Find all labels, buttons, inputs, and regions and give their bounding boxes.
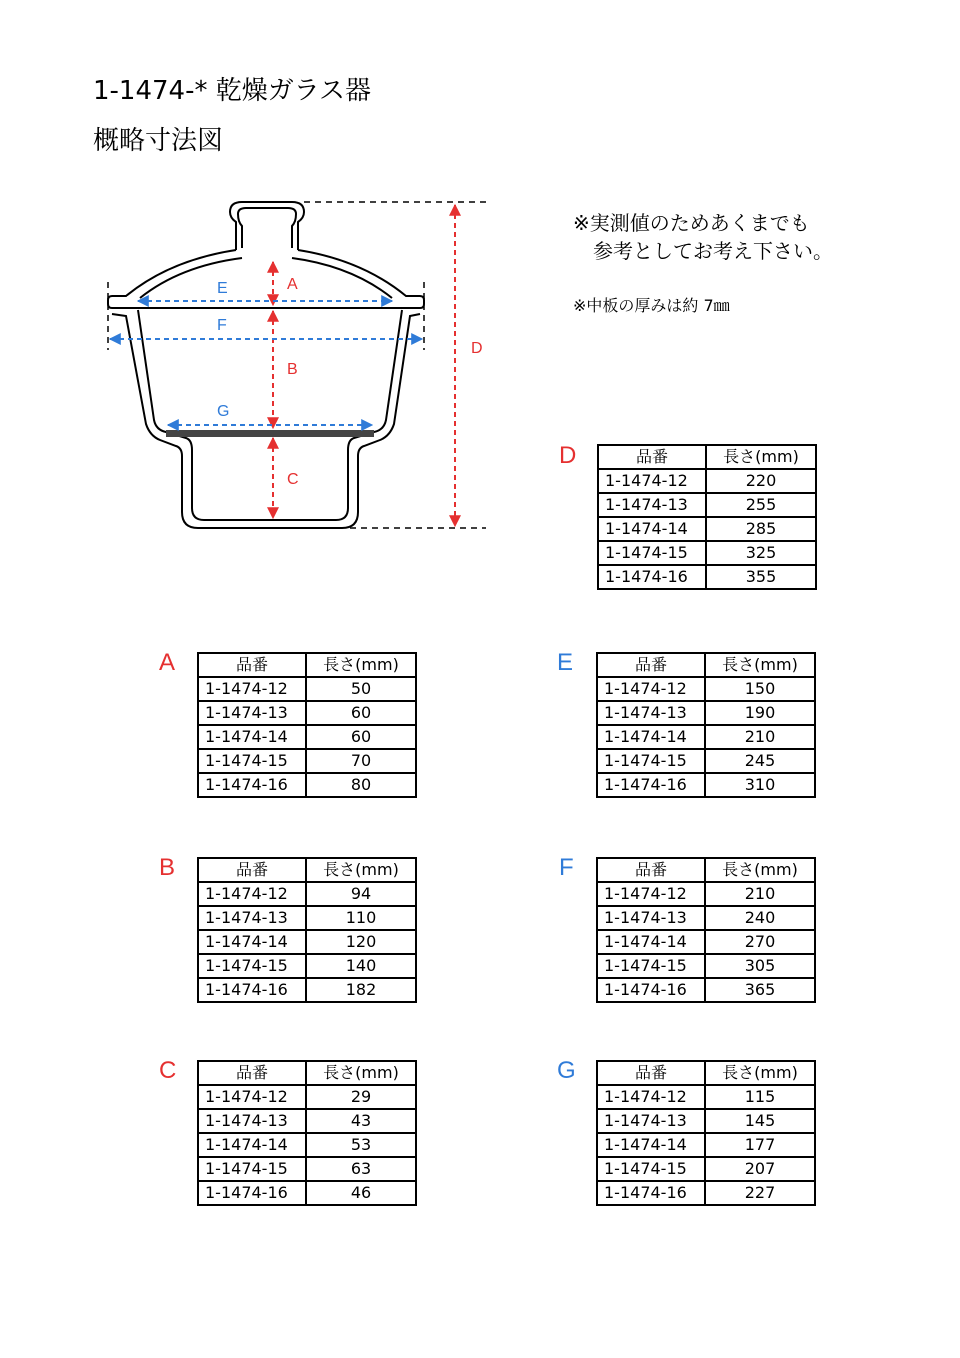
table-row <box>198 1109 416 1133</box>
table-row <box>598 469 816 493</box>
table-row <box>597 954 815 978</box>
table-g-label: G <box>557 1057 576 1084</box>
part-number: 1-1474-16 <box>198 1181 306 1205</box>
table-row <box>597 725 815 749</box>
part-number: 1-1474-15 <box>597 954 705 978</box>
table-row <box>597 978 815 1002</box>
header-part-number: 品番 <box>597 653 705 677</box>
length-value: 70 <box>306 749 416 773</box>
length-value: 285 <box>706 517 816 541</box>
part-number: 1-1474-14 <box>598 517 706 541</box>
part-number: 1-1474-13 <box>597 906 705 930</box>
header-length: 長さ(mm) <box>306 858 416 882</box>
part-number: 1-1474-12 <box>198 882 306 906</box>
length-value: 43 <box>306 1109 416 1133</box>
header-part-number: 品番 <box>198 858 306 882</box>
length-value: 120 <box>306 930 416 954</box>
length-value: 140 <box>306 954 416 978</box>
measurement-note-line-2: 参考としてお考え下さい。 <box>573 239 833 263</box>
header-part-number: 品番 <box>597 1061 705 1085</box>
table-f-label: F <box>559 854 574 881</box>
table-row <box>597 1181 815 1205</box>
table-g <box>596 1060 816 1206</box>
length-value: 245 <box>705 749 815 773</box>
table-e <box>596 652 816 798</box>
part-number: 1-1474-13 <box>597 1109 705 1133</box>
part-number: 1-1474-16 <box>198 978 306 1002</box>
length-value: 145 <box>705 1109 815 1133</box>
table-row <box>597 906 815 930</box>
table-c-label: C <box>159 1057 177 1084</box>
dimension-e-label: E <box>217 280 228 297</box>
part-number: 1-1474-12 <box>597 882 705 906</box>
length-value: 270 <box>705 930 815 954</box>
part-number: 1-1474-12 <box>198 1085 306 1109</box>
part-number: 1-1474-14 <box>198 930 306 954</box>
table-header <box>597 858 815 882</box>
table-row <box>198 882 416 906</box>
table-row <box>597 1085 815 1109</box>
part-number: 1-1474-14 <box>198 725 306 749</box>
lid-dome-inner <box>140 258 392 298</box>
table-row <box>198 978 416 1002</box>
length-value: 177 <box>705 1133 815 1157</box>
table-row <box>598 541 816 565</box>
length-value: 110 <box>306 906 416 930</box>
length-value: 29 <box>306 1085 416 1109</box>
desiccator-outline <box>108 202 424 528</box>
length-value: 325 <box>706 541 816 565</box>
plate-thickness-note: ※中板の厚みは約 7㎜ <box>573 296 730 315</box>
length-value: 210 <box>705 882 815 906</box>
length-value: 240 <box>705 906 815 930</box>
length-value: 80 <box>306 773 416 797</box>
header-length: 長さ(mm) <box>705 653 815 677</box>
part-number: 1-1474-16 <box>198 773 306 797</box>
part-number: 1-1474-13 <box>198 701 306 725</box>
length-value: 210 <box>705 725 815 749</box>
part-number: 1-1474-12 <box>198 677 306 701</box>
table-row <box>598 565 816 589</box>
header-length: 長さ(mm) <box>306 1061 416 1085</box>
table-row <box>198 1085 416 1109</box>
table-e-label: E <box>557 649 574 676</box>
dimension-f-label: F <box>217 317 227 334</box>
measurement-note-line-1: ※実測値のためあくまでも <box>573 211 810 235</box>
table-row <box>198 1133 416 1157</box>
table-row <box>198 906 416 930</box>
table-row <box>598 493 816 517</box>
part-number: 1-1474-16 <box>597 773 705 797</box>
part-number: 1-1474-15 <box>597 1157 705 1181</box>
part-number: 1-1474-16 <box>597 978 705 1002</box>
part-number: 1-1474-15 <box>598 541 706 565</box>
part-number: 1-1474-14 <box>597 930 705 954</box>
table-row <box>597 749 815 773</box>
table-row <box>198 954 416 978</box>
length-value: 207 <box>705 1157 815 1181</box>
part-number: 1-1474-15 <box>198 1157 306 1181</box>
table-f <box>596 857 816 1003</box>
table-header <box>597 1061 815 1085</box>
table-c <box>197 1060 417 1206</box>
length-value: 115 <box>705 1085 815 1109</box>
header-length: 長さ(mm) <box>706 445 816 469</box>
header-part-number: 品番 <box>598 445 706 469</box>
table-b <box>197 857 417 1003</box>
length-value: 60 <box>306 701 416 725</box>
table-row <box>598 517 816 541</box>
desiccator-plate <box>166 430 374 437</box>
part-number: 1-1474-12 <box>598 469 706 493</box>
part-number: 1-1474-13 <box>198 1109 306 1133</box>
bowl-inner <box>138 310 402 520</box>
length-value: 190 <box>705 701 815 725</box>
length-value: 220 <box>706 469 816 493</box>
length-value: 46 <box>306 1181 416 1205</box>
header-part-number: 品番 <box>198 653 306 677</box>
header-length: 長さ(mm) <box>705 858 815 882</box>
length-value: 50 <box>306 677 416 701</box>
part-number: 1-1474-13 <box>598 493 706 517</box>
dimension-a-label: A <box>287 276 298 293</box>
header-part-number: 品番 <box>198 1061 306 1085</box>
table-row <box>198 701 416 725</box>
part-number: 1-1474-16 <box>598 565 706 589</box>
table-row <box>597 882 815 906</box>
table-row <box>198 677 416 701</box>
table-b-label: B <box>159 854 176 881</box>
length-value: 227 <box>705 1181 815 1205</box>
length-value: 310 <box>705 773 815 797</box>
part-number: 1-1474-15 <box>597 749 705 773</box>
table-d-label: D <box>559 442 577 469</box>
table-row <box>198 930 416 954</box>
dimension-c-label: C <box>287 471 299 488</box>
table-row <box>198 773 416 797</box>
table-row <box>198 1157 416 1181</box>
table-header <box>198 653 416 677</box>
dimension-d-label: D <box>471 340 483 357</box>
part-number: 1-1474-12 <box>597 677 705 701</box>
part-number: 1-1474-14 <box>597 725 705 749</box>
part-number: 1-1474-15 <box>198 954 306 978</box>
page-title: 1-1474-* 乾燥ガラス器 <box>93 76 371 106</box>
length-value: 94 <box>306 882 416 906</box>
lid-knob-inner <box>238 208 296 248</box>
length-value: 355 <box>706 565 816 589</box>
table-a-label: A <box>159 649 176 676</box>
header-length: 長さ(mm) <box>306 653 416 677</box>
part-number: 1-1474-12 <box>597 1085 705 1109</box>
length-value: 150 <box>705 677 815 701</box>
page-subtitle: 概略寸法図 <box>93 126 224 156</box>
table-a <box>197 652 417 798</box>
header-part-number: 品番 <box>597 858 705 882</box>
table-row <box>597 677 815 701</box>
part-number: 1-1474-13 <box>597 701 705 725</box>
length-value: 63 <box>306 1157 416 1181</box>
length-value: 305 <box>705 954 815 978</box>
table-row <box>597 773 815 797</box>
table-header <box>598 445 816 469</box>
length-value: 182 <box>306 978 416 1002</box>
table-row <box>597 1157 815 1181</box>
table-row <box>597 1109 815 1133</box>
header-length: 長さ(mm) <box>705 1061 815 1085</box>
part-number: 1-1474-14 <box>597 1133 705 1157</box>
table-row <box>198 725 416 749</box>
dimension-g-label: G <box>217 403 230 420</box>
length-value: 60 <box>306 725 416 749</box>
length-value: 53 <box>306 1133 416 1157</box>
table-header <box>597 653 815 677</box>
part-number: 1-1474-15 <box>198 749 306 773</box>
dimension-b-label: B <box>287 361 298 378</box>
table-row <box>198 749 416 773</box>
table-d <box>597 444 817 590</box>
part-number: 1-1474-13 <box>198 906 306 930</box>
table-row <box>597 701 815 725</box>
table-header <box>198 1061 416 1085</box>
length-value: 255 <box>706 493 816 517</box>
table-row <box>597 930 815 954</box>
table-row <box>198 1181 416 1205</box>
lid-dome-outer <box>108 250 424 308</box>
part-number: 1-1474-16 <box>597 1181 705 1205</box>
table-header <box>198 858 416 882</box>
bowl-outer <box>112 314 420 528</box>
length-value: 365 <box>705 978 815 1002</box>
table-row <box>597 1133 815 1157</box>
part-number: 1-1474-14 <box>198 1133 306 1157</box>
